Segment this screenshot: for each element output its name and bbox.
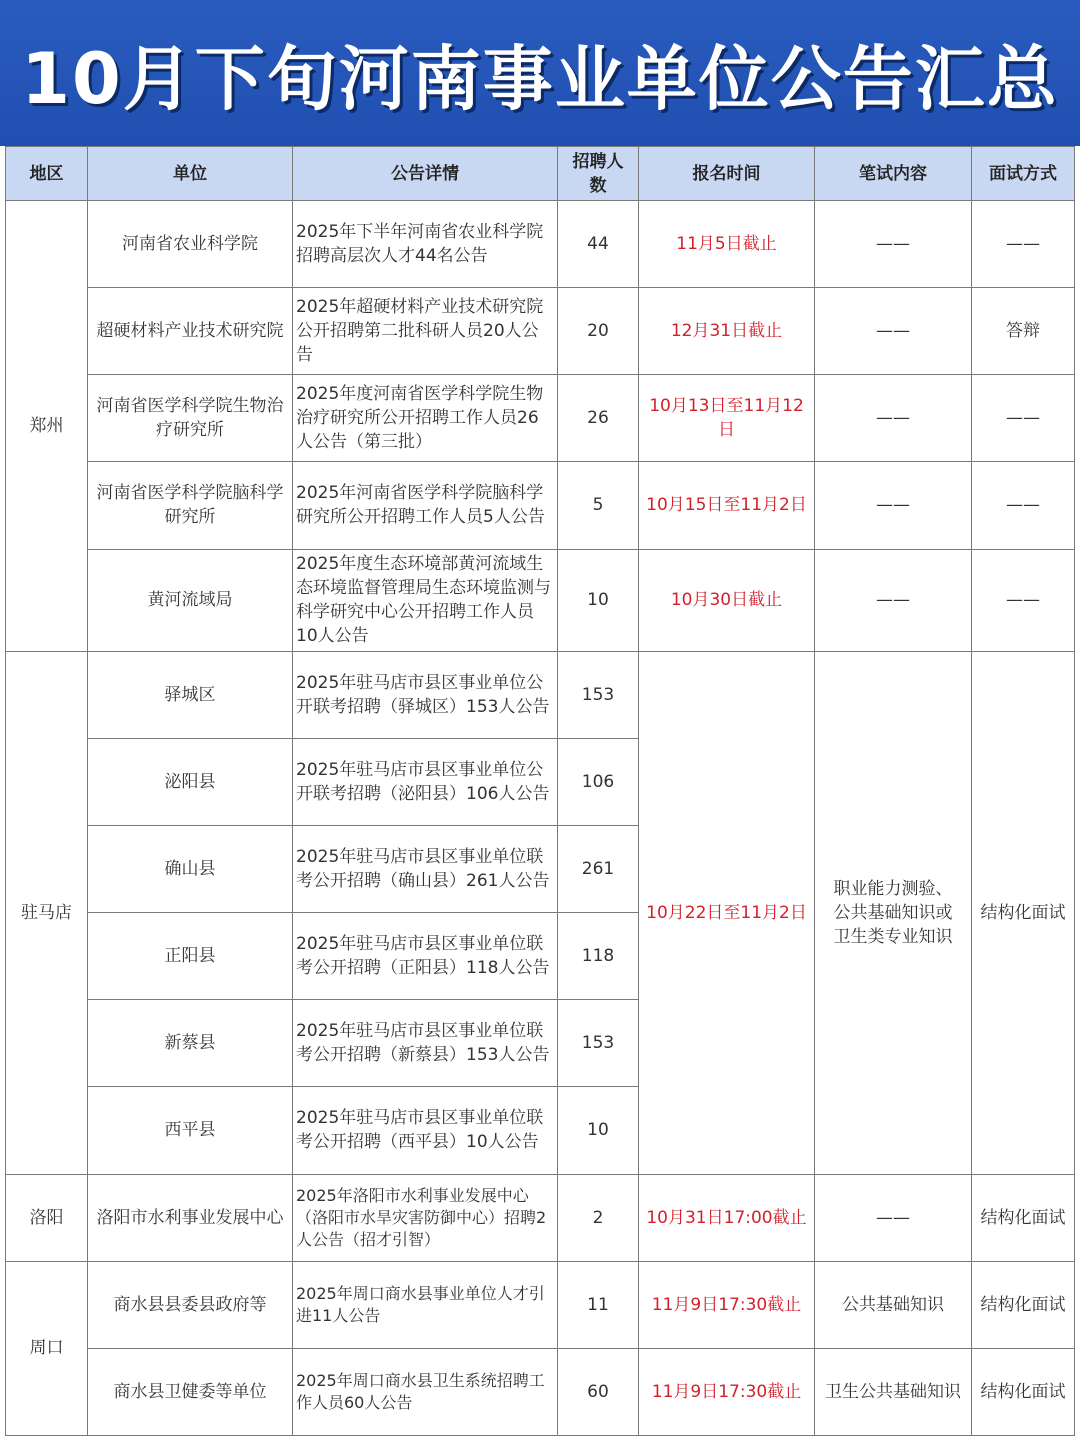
header-reg-time: 报名时间 (639, 147, 815, 201)
exam-cell: —— (815, 549, 972, 651)
exam-cell: —— (815, 288, 972, 375)
unit-cell: 河南省医学科学院生物治疗研究所 (88, 375, 293, 462)
reg-time-cell-zhumadian: 10月22日至11月2日 (639, 651, 815, 1174)
interview-cell: 结构化面试 (972, 1174, 1075, 1261)
reg-time-cell: 11月5日截止 (639, 201, 815, 288)
region-cell-zhumadian: 驻马店 (6, 651, 88, 1174)
region-cell-zhengzhou: 郑州 (6, 201, 88, 652)
reg-time-cell: 10月31日17:00截止 (639, 1174, 815, 1261)
detail-cell[interactable]: 2025年驻马店市县区事业单位联考公开招聘（正阳县）118人公告 (293, 913, 558, 1000)
count-cell: 106 (558, 738, 639, 825)
unit-cell: 洛阳市水利事业发展中心 (88, 1174, 293, 1261)
detail-cell[interactable]: 2025年超硬材料产业技术研究院公开招聘第二批科研人员20人公告 (293, 288, 558, 375)
count-cell: 153 (558, 651, 639, 738)
exam-cell-zhumadian: 职业能力测验、公共基础知识或卫生类专业知识 (815, 651, 972, 1174)
count-cell: 10 (558, 549, 639, 651)
unit-cell: 黄河流域局 (88, 549, 293, 651)
detail-cell[interactable]: 2025年驻马店市县区事业单位联考公开招聘（确山县）261人公告 (293, 826, 558, 913)
unit-cell: 西平县 (88, 1087, 293, 1174)
reg-time-cell: 11月9日17:30截止 (639, 1261, 815, 1348)
interview-cell: 答辩 (972, 288, 1075, 375)
unit-cell: 新蔡县 (88, 1000, 293, 1087)
table-row (6, 651, 1075, 738)
unit-cell: 泌阳县 (88, 738, 293, 825)
unit-cell: 商水县县委县政府等 (88, 1261, 293, 1348)
region-cell-zhoukou: 周口 (6, 1261, 88, 1435)
interview-cell-zhumadian: 结构化面试 (972, 651, 1075, 1174)
count-cell: 60 (558, 1348, 639, 1435)
interview-cell: 结构化面试 (972, 1348, 1075, 1435)
exam-cell: —— (815, 201, 972, 288)
count-cell: 153 (558, 1000, 639, 1087)
header-interview: 面试方式 (972, 147, 1075, 201)
table-row (6, 462, 1075, 549)
header-count: 招聘人数 (558, 147, 639, 201)
unit-cell: 河南省医学科学院脑科学研究所 (88, 462, 293, 549)
count-cell: 2 (558, 1174, 639, 1261)
reg-time-cell: 10月30日截止 (639, 549, 815, 651)
interview-cell: 结构化面试 (972, 1261, 1075, 1348)
detail-cell[interactable]: 2025年下半年河南省农业科学院招聘高层次人才44名公告 (293, 201, 558, 288)
detail-cell[interactable]: 2025年洛阳市水利事业发展中心（洛阳市水旱灾害防御中心）招聘2人公告（招才引智） (293, 1174, 558, 1261)
table-row (6, 288, 1075, 375)
interview-cell: —— (972, 201, 1075, 288)
table-row (6, 201, 1075, 288)
table-row (6, 1348, 1075, 1435)
header-detail: 公告详情 (293, 147, 558, 201)
count-cell: 44 (558, 201, 639, 288)
unit-cell: 商水县卫健委等单位 (88, 1348, 293, 1435)
unit-cell: 正阳县 (88, 913, 293, 1000)
page-title: 10月下旬河南事业单位公告汇总 (21, 37, 1059, 120)
reg-time-cell: 10月15日至11月2日 (639, 462, 815, 549)
region-cell-luoyang: 洛阳 (6, 1174, 88, 1261)
reg-time-cell: 12月31日截止 (639, 288, 815, 375)
unit-cell: 超硬材料产业技术研究院 (88, 288, 293, 375)
detail-cell[interactable]: 2025年驻马店市县区事业单位联考公开招聘（西平县）10人公告 (293, 1087, 558, 1174)
detail-cell[interactable]: 2025年周口商水县事业单位人才引进11人公告 (293, 1261, 558, 1348)
interview-cell: —— (972, 549, 1075, 651)
detail-cell[interactable]: 2025年度生态环境部黄河流域生态环境监督管理局生态环境监测与科学研究中心公开招聘工作人员10人公告 (293, 549, 558, 651)
exam-cell: 公共基础知识 (815, 1261, 972, 1348)
count-cell: 11 (558, 1261, 639, 1348)
detail-cell[interactable]: 2025年驻马店市县区事业单位公开联考招聘（泌阳县）106人公告 (293, 738, 558, 825)
header-unit: 单位 (88, 147, 293, 201)
exam-cell: —— (815, 462, 972, 549)
unit-cell: 确山县 (88, 826, 293, 913)
interview-cell: —— (972, 462, 1075, 549)
count-cell: 118 (558, 913, 639, 1000)
table-row (6, 375, 1075, 462)
exam-cell: 卫生公共基础知识 (815, 1348, 972, 1435)
header-row (6, 147, 1075, 201)
reg-time-cell: 11月9日17:30截止 (639, 1348, 815, 1435)
count-cell: 10 (558, 1087, 639, 1174)
announcement-table (5, 146, 1075, 1436)
header-exam: 笔试内容 (815, 147, 972, 201)
count-cell: 20 (558, 288, 639, 375)
detail-cell[interactable]: 2025年度河南省医学科学院生物治疗研究所公开招聘工作人员26人公告（第三批） (293, 375, 558, 462)
table-row (6, 549, 1075, 651)
detail-cell[interactable]: 2025年周口商水县卫生系统招聘工作人员60人公告 (293, 1348, 558, 1435)
count-cell: 26 (558, 375, 639, 462)
unit-cell: 河南省农业科学院 (88, 201, 293, 288)
detail-cell[interactable]: 2025年驻马店市县区事业单位联考公开招聘（新蔡县）153人公告 (293, 1000, 558, 1087)
count-cell: 5 (558, 462, 639, 549)
header-region: 地区 (6, 147, 88, 201)
detail-cell[interactable]: 2025年驻马店市县区事业单位公开联考招聘（驿城区）153人公告 (293, 651, 558, 738)
interview-cell: —— (972, 375, 1075, 462)
table-row (6, 1261, 1075, 1348)
count-cell: 261 (558, 826, 639, 913)
title-banner (0, 0, 1080, 146)
exam-cell: —— (815, 375, 972, 462)
unit-cell: 驿城区 (88, 651, 293, 738)
exam-cell: —— (815, 1174, 972, 1261)
reg-time-cell: 10月13日至11月12日 (639, 375, 815, 462)
detail-cell[interactable]: 2025年河南省医学科学院脑科学研究所公开招聘工作人员5人公告 (293, 462, 558, 549)
table-row (6, 1174, 1075, 1261)
